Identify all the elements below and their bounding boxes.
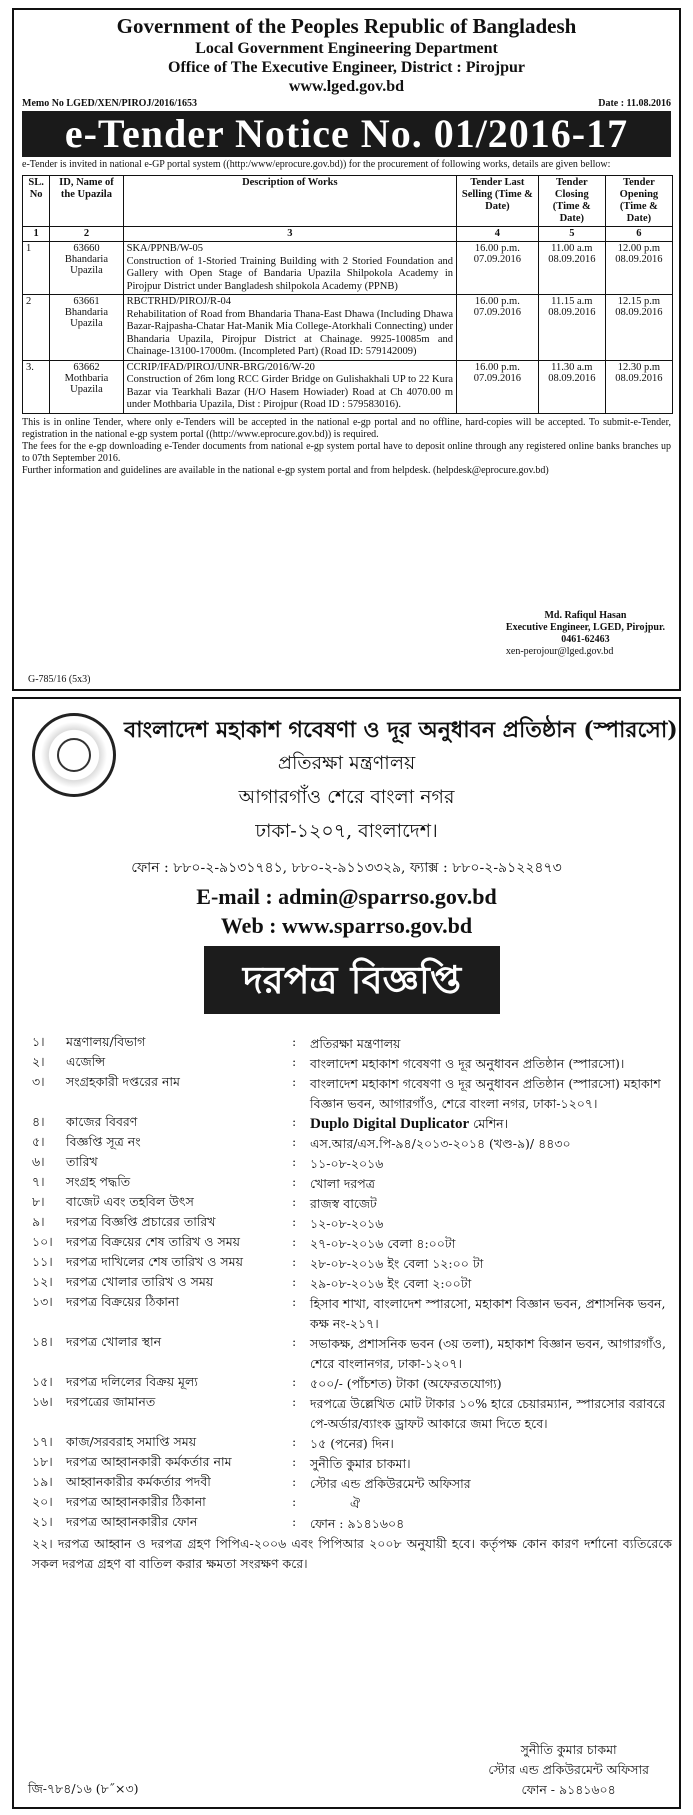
item-label: কাজের বিবরণ xyxy=(66,1114,138,1129)
item-number: ৬। xyxy=(32,1154,45,1169)
item-number: ২০। xyxy=(32,1494,53,1509)
works-table xyxy=(22,175,673,414)
item-label: দরপত্র আহ্বানকারীর ফোন xyxy=(66,1514,198,1529)
terms-clause: ২২। দরপত্র আহ্বান ও দরপত্র গ্রহণ পিপিএ-২০০৬ এবং পিপিআর ২০০৮ অনুযায়ী হবে। কর্তৃপক্ষ কোন কারণ দর্শানো ব্যতিরেকে সকল দরপত্র গ্রহণ বা বাতিল করার ক্ষমতা সংরক্ষণ করে। xyxy=(32,1536,672,1571)
item-value: ১৫ (পনের) দিন। xyxy=(310,1436,394,1451)
notice1-date: Date : 11.08.2016 xyxy=(598,98,671,109)
item-value: ফোন : ৯১৪১৬০৪ xyxy=(310,1516,405,1531)
item-label: দরপত্র আহ্বানকারী কর্মকর্তার নাম xyxy=(66,1454,232,1469)
signatory-phone: 0461-62463 xyxy=(561,634,610,645)
notice1-dept: Local Government Engineering Department xyxy=(195,40,498,57)
col-header: SL. No xyxy=(23,176,50,227)
sl-cell: 2 xyxy=(23,295,50,361)
list-item: ১১। দরপত্র দাখিলের শেষ তারিখ ও সময় : ২৮-০৮-২০১৬ ইং বেলা ১২:০০ টা xyxy=(32,1254,672,1274)
item-number: ১০। xyxy=(32,1234,53,1249)
item-value: দরপত্রে উল্লেখিত মোট টাকার ১০% হারে চেয়ারম্যান, স্পারসোর বরাবরে পে-অর্ডার/ব্যাংক ড্রাফট আকারে জমা দিতে হবে। xyxy=(310,1396,666,1431)
item-label: এজেন্সি xyxy=(66,1054,106,1069)
item-number: ১৩। xyxy=(32,1294,53,1309)
upazila-cell: 63660 Bhandaria Upazila xyxy=(50,242,123,295)
col-header: Description of Works xyxy=(123,176,456,227)
notice2-ministry: প্রতিরক্ষা মন্ত্রণালয় xyxy=(277,752,416,774)
item-value: ১১-০৮-২০১৬ xyxy=(310,1156,384,1171)
item-value: বাংলাদেশ মহাকাশ গবেষণা ও দূর অনুধাবন প্রতিষ্ঠান (স্পারসো) মহাকাশ বিজ্ঞান ভবন, আগারগাঁও, শেরে বাংলা নগর, ঢাকা-১২০৭। xyxy=(310,1076,661,1111)
item-number: ৩। xyxy=(32,1074,45,1089)
item-label: কাজ/সরবরাহ সমাপ্তি সময় xyxy=(66,1434,197,1449)
notice2-phone: ফোন : ৮৮০-২-৯১৩১৭৪১, ৮৮০-২-৯১১৩৩২৯, ফ্যাক্স : ৮৮০-২-৯১২২৪৭৩ xyxy=(131,860,562,876)
item-value: প্রতিরক্ষা মন্ত্রণালয় xyxy=(310,1036,401,1051)
item-value: ২৮-০৮-২০১৬ ইং বেলা ১২:০০ টা xyxy=(310,1256,484,1271)
item-value: স্টোর এন্ড প্রকিউরমেন্ট অফিসার xyxy=(310,1476,471,1491)
list-item: ১২। দরপত্র খোলার তারিখ ও সময় : ২৯-০৮-২০১৬ ইং বেলা ২:০০টা xyxy=(32,1274,672,1294)
item-label: দরপত্র বিজ্ঞপ্তি প্রচারের তারিখ xyxy=(66,1214,216,1229)
item-number: ১৪। xyxy=(32,1334,53,1349)
item-number: ১২। xyxy=(32,1274,53,1289)
col-number: 2 xyxy=(50,227,123,242)
list-item: ১৩। দরপত্র বিক্রয়ের ঠিকানা : হিসাব শাখা, বাংলাদেশ স্পারসো, মহাকাশ বিজ্ঞান ভবন, প্রশাসনিক ভবন, কক্ষ নং-২১৭। xyxy=(32,1294,672,1334)
footer-fees: The fees for the e-gp downloading e-Tender documents from national e-gp system portal have to deposit online through any registered online banks branches up to 07th September 2016. xyxy=(22,440,671,464)
upazila-cell: 63661 Bhandaria Upazila xyxy=(50,295,123,361)
list-item: ২। এজেন্সি : বাংলাদেশ মহাকাশ গবেষণা ও দূর অনুধাবন প্রতিষ্ঠান (স্পারসো)। xyxy=(32,1054,672,1074)
item-label: দরপত্র খোলার তারিখ ও সময় xyxy=(66,1274,214,1289)
item-label: দরপত্র দলিলের বিক্রয় মূল্য xyxy=(66,1374,198,1389)
selling-cell: 16.00 p.m. 07.09.2016 xyxy=(457,295,539,361)
item-number: ১১। xyxy=(32,1254,53,1269)
list-item: ৪। কাজের বিবরণ : Duplo Digital Duplicator মেশিন। xyxy=(32,1114,672,1134)
col-number: 4 xyxy=(457,227,539,242)
item-label: বিজ্ঞপ্তি সূত্র নং xyxy=(66,1134,141,1149)
notice2-gcode: জি-৭৮৪/১৬ (৮˝×৩) xyxy=(28,1781,139,1796)
list-item: ১৮। দরপত্র আহ্বানকারী কর্মকর্তার নাম : সুনীতি কুমার চাকমা। xyxy=(32,1454,672,1474)
notice2-address-1: আগারগাঁও শেরে বাংলা নগর xyxy=(238,786,455,808)
item-value: সভাকক্ষ, প্রশাসনিক ভবন (৩য় তলা), মহাকাশ বিজ্ঞান ভবন, আগারগাঁও, শেরে বাংলানগর, ঢাকা-১২০৭। xyxy=(310,1336,666,1371)
item-label: দরপত্র দাখিলের শেষ তারিখ ও সময় xyxy=(66,1254,243,1269)
list-item: ১৭। কাজ/সরবরাহ সমাপ্তি সময় : ১৫ (পনের) দিন। xyxy=(32,1434,672,1454)
memo-number: Memo No LGED/XEN/PIROJ/2016/1653 xyxy=(22,98,197,109)
list-item: ২১। দরপত্র আহ্বানকারীর ফোন : ফোন : ৯১৪১৬০৪ xyxy=(32,1514,672,1534)
notice1-meta xyxy=(14,96,679,109)
item-label: মন্ত্রণালয়/বিভাগ xyxy=(66,1034,146,1049)
item-number: ৯। xyxy=(32,1214,45,1229)
notice1-website: www.lged.gov.bd xyxy=(288,78,405,95)
signatory-name: Md. Rafiqul Hasan xyxy=(544,610,627,621)
selling-cell: 16.00 p.m. 07.09.2016 xyxy=(457,242,539,295)
work-code: CCRIP/IFAD/PIROJ/UNR-BRG/2016/W-20 xyxy=(126,361,315,373)
item-number: ১৫। xyxy=(32,1374,53,1389)
list-item: ৮। বাজেট এবং তহবিল উৎস : রাজস্ব বাজেট xyxy=(32,1194,672,1214)
item-label: বাজেট এবং তহবিল উৎস xyxy=(66,1194,194,1209)
footer-helpdesk: Further information and guidelines are available in the national e-gp system portal and from helpdesk. (helpdesk@eprocure.gov.bd) xyxy=(22,464,549,476)
item-value: ঐ xyxy=(350,1496,361,1511)
notice1-gcode: G-785/16 (5x3) xyxy=(28,674,91,685)
work-code: RBCTRHD/PIROJ/R-04 xyxy=(126,296,232,307)
item-label: দরপত্র আহ্বানকারীর ঠিকানা xyxy=(66,1494,206,1509)
item-number: ৫। xyxy=(32,1134,45,1149)
opening-cell: 12.15 p.m 08.09.2016 xyxy=(605,295,672,361)
upazila-cell: 63662 Mothbaria Upazila xyxy=(50,360,123,413)
list-item: ১৫। দরপত্র দলিলের বিক্রয় মূল্য : ৫০০/- (পাঁচশত) টাকা (অফেরতযোগ্য) xyxy=(32,1374,672,1394)
notice1-footer xyxy=(14,414,679,477)
notice2-signature xyxy=(488,1740,649,1800)
list-item: ৩। সংগ্রহকারী দপ্তরের নাম : বাংলাদেশ মহাকাশ গবেষণা ও দূর অনুধাবন প্রতিষ্ঠান (স্পারসো) মহাকাশ বিজ্ঞান ভবন, আগারগাঁও, শেরে বাংলা নগর, ঢাকা-১২০৭। xyxy=(32,1074,672,1114)
col-header: ID, Name of the Upazila xyxy=(50,176,123,227)
footer-online: This is in online Tender, where only e-Tenders will be accepted in the national e-gp portal and no offline, hard-copies will be accepted. To submit-e-Tender, registration in the national e-gp system portal ((http://www.eprocure.gov.bd)) is required. xyxy=(22,416,671,440)
notice2-web: Web : www.sparrso.gov.bd xyxy=(220,913,473,938)
item-value: বাংলাদেশ মহাকাশ গবেষণা ও দূর অনুধাবন প্রতিষ্ঠান (স্পারসো)। xyxy=(310,1056,625,1071)
item-number: ১৬। xyxy=(32,1394,53,1409)
table-row xyxy=(23,295,673,361)
work-desc: Construction of 1-Storied Training Building with 2 Storied Foundation and Gallery with Open Stage of Bandaria Upazila Shilpokola Academy in Pirojpur District under Bangladesh shilpokola Academy (PPNB) xyxy=(126,255,453,292)
item-value: সুনীতি কুমার চাকমা। xyxy=(310,1456,411,1471)
list-item: ১৯। আহ্বানকারীর কর্মকর্তার পদবী : স্টোর এন্ড প্রকিউরমেন্ট অফিসার xyxy=(32,1474,672,1494)
item-number: ১৯। xyxy=(32,1474,53,1489)
item-number: ৮। xyxy=(32,1194,45,1209)
item-value xyxy=(310,1114,672,1134)
lged-tender-notice xyxy=(12,8,681,691)
opening-cell: 12.30 p.m 08.09.2016 xyxy=(605,360,672,413)
table-header-row xyxy=(23,176,673,227)
item-label: সংগ্রহ পদ্ধতি xyxy=(66,1174,131,1189)
col-number: 3 xyxy=(123,227,456,242)
list-item: ৬। তারিখ : ১১-০৮-২০১৬ xyxy=(32,1154,672,1174)
item-value: খোলা দরপত্র xyxy=(310,1176,375,1191)
col-number: 1 xyxy=(23,227,50,242)
notice1-office: Office of The Executive Engineer, District : Pirojpur xyxy=(168,59,525,76)
list-item: ১০। দরপত্র বিক্রয়ের শেষ তারিখ ও সময় : ২৭-০৮-২০১৬ বেলা ৪:০০টা xyxy=(32,1234,672,1254)
col-header: Tender Closing (Time & Date) xyxy=(538,176,605,227)
notice1-signature xyxy=(506,610,665,658)
signatory-name: সুনীতি কুমার চাকমা xyxy=(520,1742,617,1757)
list-item: ২০। দরপত্র আহ্বানকারীর ঠিকানা : ঐ xyxy=(32,1494,672,1514)
table-row xyxy=(23,242,673,295)
item-label: দরপত্র খোলার স্থান xyxy=(66,1334,162,1349)
item-value-bold: Duplo Digital Duplicator xyxy=(310,1116,470,1132)
item-label: দরপত্রের জামানত xyxy=(66,1394,156,1409)
notice2-email: E-mail : admin@sparrso.gov.bd xyxy=(196,884,497,909)
work-desc: Construction of 26m long RCC Girder Bridge on Gulishakhali UP to 22 Kura Bazar via Tearkhali Bazar (H/O Hasem Howiader) Road at Ch 4070.00 m under Mothbaria Upazila, Dist : Pirojpur (Road ID : 579583016). xyxy=(126,374,453,410)
sl-cell: 1 xyxy=(23,242,50,295)
item-value: হিসাব শাখা, বাংলাদেশ স্পারসো, মহাকাশ বিজ্ঞান ভবন, প্রশাসনিক ভবন, কক্ষ নং-২১৭। xyxy=(310,1296,666,1331)
item-number: ২১। xyxy=(32,1514,53,1529)
closing-cell: 11.30 a.m 08.09.2016 xyxy=(538,360,605,413)
item-label: সংগ্রহকারী দপ্তরের নাম xyxy=(66,1074,180,1089)
item-value: ৫০০/- (পাঁচশত) টাকা (অফেরতযোগ্য) xyxy=(310,1376,502,1391)
work-code: SKA/PPNB/W-05 xyxy=(126,243,204,254)
col-number: 6 xyxy=(605,227,672,242)
notice2-address-2: ঢাকা-১২০৭, বাংলাদেশ। xyxy=(255,820,438,842)
tender-notice-banner: দরপত্র বিজ্ঞপ্তি xyxy=(204,946,500,1014)
notice2-details xyxy=(32,1034,672,1574)
item-number: ৪। xyxy=(32,1114,45,1129)
signatory-email: xen-perojour@lged.gov.bd xyxy=(505,646,614,657)
item-value: এস.আর/এস.পি-৯৪/২০১৩-২০১৪ (খণ্ড-৯)/ ৪৪৩০ xyxy=(310,1136,571,1151)
signatory-phone: ফোন - ৯১৪১৬০৪ xyxy=(521,1782,616,1797)
etender-banner: e-Tender Notice No. 01/2016-17 xyxy=(22,111,671,157)
item-number: ১৭। xyxy=(32,1434,53,1449)
item-label: আহ্বানকারীর কর্মকর্তার পদবী xyxy=(66,1474,211,1489)
column-number-row xyxy=(23,227,673,242)
selling-cell: 16.00 p.m. 07.09.2016 xyxy=(457,360,539,413)
item-number: ৭। xyxy=(32,1174,45,1189)
signatory-title: স্টোর এন্ড প্রকিউরমেন্ট অফিসার xyxy=(488,1762,649,1777)
item-value: ২৭-০৮-২০১৬ বেলা ৪:০০টা xyxy=(310,1236,456,1251)
item-number: ২। xyxy=(32,1054,45,1069)
notice2-title: বাংলাদেশ মহাকাশ গবেষণা ও দূর অনুধাবন প্রতিষ্ঠান (স্পারসো) xyxy=(124,717,678,743)
list-item: ১। মন্ত্রণালয়/বিভাগ : প্রতিরক্ষা মন্ত্রণালয় xyxy=(32,1034,672,1054)
list-item: ১৪। দরপত্র খোলার স্থান : সভাকক্ষ, প্রশাসনিক ভবন (৩য় তলা), মহাকাশ বিজ্ঞান ভবন, আগারগাঁও, শেরে বাংলানগর, ঢাকা-১২০৭। xyxy=(32,1334,672,1374)
col-header: Tender Last Selling (Time & Date) xyxy=(457,176,539,227)
item-label: দরপত্র বিক্রয়ের শেষ তারিখ ও সময় xyxy=(66,1234,241,1249)
opening-cell: 12.00 p.m 08.09.2016 xyxy=(605,242,672,295)
list-item: ৯। দরপত্র বিজ্ঞপ্তি প্রচারের তারিখ : ১২-০৮-২০১৬ xyxy=(32,1214,672,1234)
list-item: ৭। সংগ্রহ পদ্ধতি : খোলা দরপত্র xyxy=(32,1174,672,1194)
description-cell xyxy=(123,242,456,295)
sparrso-tender-notice xyxy=(12,697,681,1809)
item-value: ১২-০৮-২০১৬ xyxy=(310,1216,384,1231)
col-number: 5 xyxy=(538,227,605,242)
signatory-title: Executive Engineer, LGED, Pirojpur. xyxy=(505,622,665,633)
item-value: ২৯-০৮-২০১৬ ইং বেলা ২:০০টা xyxy=(310,1276,472,1291)
item-number: ১৮। xyxy=(32,1454,53,1469)
item-value: রাজস্ব বাজেট xyxy=(310,1196,377,1211)
description-cell xyxy=(123,295,456,361)
table-row xyxy=(23,360,673,413)
notice1-title: Government of the Peoples Republic of Bangladesh xyxy=(116,14,577,38)
list-item: ১৬। দরপত্রের জামানত : দরপত্রে উল্লেখিত মোট টাকার ১০% হারে চেয়ারম্যান, স্পারসোর বরাবরে পে-অর্ডার/ব্যাংক ড্রাফট আকারে জমা দিতে হবে। xyxy=(32,1394,672,1434)
sl-cell: 3. xyxy=(23,360,50,413)
closing-cell: 11.15 a.m 08.09.2016 xyxy=(538,295,605,361)
item-label: দরপত্র বিক্রয়ের ঠিকানা xyxy=(66,1294,180,1309)
closing-cell: 11.00 a.m 08.09.2016 xyxy=(538,242,605,295)
description-cell xyxy=(123,360,456,413)
work-desc: Rehabilitation of Road from Bhandaria Thana-East Dhawa (Including Dhawa Bazar-Rajpasha-Chatar Hat-Manik Mia College-Atorkhali Connecting) under Bhandaria Upazila, Pirojpur District at Chainage. 9925-10085m and Chainage-13100-17000m. (Incompleted Part) (Road ID: 579142009) xyxy=(126,308,453,357)
item-value-rest: মেশিন। xyxy=(469,1116,509,1131)
notice1-intro: e-Tender is invited in national e-GP portal system ((http:/www/eprocure.gov.bd)) for the procurement of following works, details are given bellow: xyxy=(22,159,611,170)
col-header: Tender Opening (Time & Date) xyxy=(605,176,672,227)
item-number: ১। xyxy=(32,1034,45,1049)
list-item: ৫। বিজ্ঞপ্তি সূত্র নং : এস.আর/এস.পি-৯৪/২০১৩-২০১৪ (খণ্ড-৯)/ ৪৪৩০ xyxy=(32,1134,672,1154)
item-label: তারিখ xyxy=(66,1154,98,1169)
